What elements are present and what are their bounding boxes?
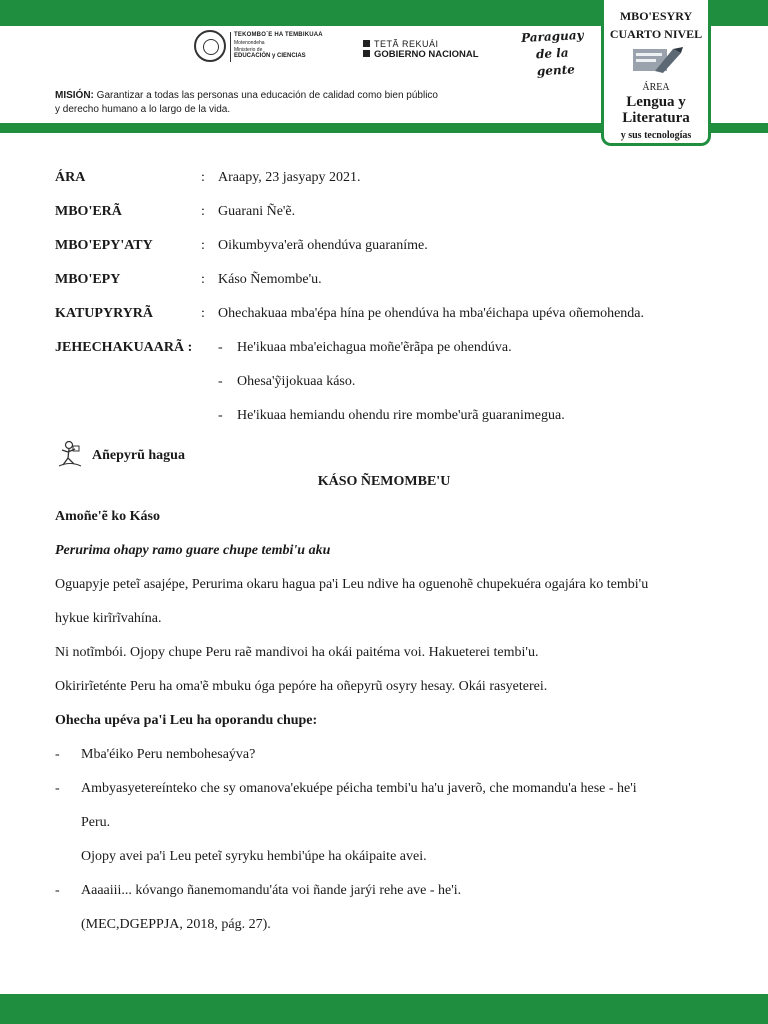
reader-icon	[57, 440, 83, 468]
indicators-label: JEHECHAKUAARÃ :	[55, 340, 193, 355]
dialog-line-2a: Ambyasyetereínteko che sy omanova'ekuépe péicha tembi'u ha'u javerõ, che momandu'a hese - he'i	[81, 781, 637, 796]
badge-subject-line1: Lengua y	[626, 94, 686, 110]
info-row-colon: :	[201, 238, 205, 253]
badge-level-name: CUARTO NIVEL	[609, 27, 703, 41]
indicator-dash: -	[218, 374, 223, 389]
dialog-line-2b: Peru.	[81, 815, 111, 830]
indicator-item: He'ikuaa hemiandu ohendu rire mombe'urã guaranimegua.	[237, 408, 565, 423]
ministry-logo-line3: Ministerio de	[234, 47, 263, 53]
ministry-logo-line1: TEKOMBO´E HA TEMBIKUAA	[234, 32, 323, 38]
dialog-line-2c: Ojopy avei pa'i Leu peteĩ syryku hembi'úpe ha okáipaite avei.	[81, 849, 427, 864]
info-row-value: Guarani Ñe'ẽ.	[218, 204, 296, 219]
story-paragraph-1-line-2: hykue kirĩrĩvahína.	[55, 611, 162, 626]
mission-label: MISIÓN:	[55, 90, 94, 101]
info-row-label: KATUPYRYRÃ	[55, 306, 154, 321]
dialog-dash: -	[55, 781, 60, 796]
citation: (MEC,DGEPPJA, 2018, pág. 27).	[81, 917, 271, 932]
info-row-value: Oikumbyva'erã ohendúva guaraníme.	[218, 238, 428, 253]
ministry-logo-line2: Motenondeha	[234, 40, 265, 46]
government-logo-line1: TETÃ REKUÁI	[374, 39, 439, 49]
dialog-line-1: Mba'éiko Peru nembohesaýva?	[81, 747, 256, 762]
footer-green-bar	[0, 994, 768, 1024]
dialog-dash: -	[55, 747, 60, 762]
info-row-colon: :	[201, 272, 205, 287]
info-row-colon: :	[201, 170, 205, 185]
badge-subject-line2: Literatura	[622, 110, 690, 126]
question-intro: Ohecha upéva pa'i Leu ha oporandu chupe:	[55, 713, 318, 728]
logo-separator	[230, 32, 231, 62]
national-seal-icon	[194, 30, 226, 62]
reading-subtitle: Amoñe'ẽ ko Káso	[55, 509, 160, 524]
government-mark-icon	[363, 40, 370, 47]
section-title: Añepyrũ hagua	[92, 448, 185, 463]
info-row-value: Káso Ñemombe'u.	[218, 272, 322, 287]
indicator-dash: -	[218, 408, 223, 423]
dialog-line-3: Aaaaiii... kóvango ñanemomandu'áta voi ñande jarýi rehe ave - he'i.	[81, 883, 462, 898]
info-row-label: MBO'EPY	[55, 272, 121, 287]
badge-level-label: MBO'ESYRY	[619, 9, 693, 23]
badge-area-label: ÁREA	[642, 82, 670, 93]
subject-badge	[601, 0, 711, 146]
government-logo-line2: GOBIERNO NACIONAL	[374, 49, 479, 60]
ministry-logo-line4: EDUCACIÓN y CIENCIAS	[234, 53, 306, 59]
mission-statement	[55, 89, 515, 117]
badge-subject-line3: y sus tecnologías	[620, 130, 692, 141]
info-row-value: Ohechakuaa mba'épa hína pe ohendúva ha mba'éichapa upéva oñemohenda.	[218, 306, 645, 321]
paraguay-logo	[521, 26, 604, 81]
government-mark-icon-2	[363, 50, 370, 57]
subject-emblem-icon	[633, 45, 683, 75]
indicator-item: Ohesa'ỹijokuaa káso.	[237, 374, 356, 389]
badge-subject	[604, 94, 708, 126]
story-paragraph-2: Ni notĩmbói. Ojopy chupe Peru raẽ mandivoi ha okái paitéma voi. Hakueterei tembi'u.	[55, 645, 539, 660]
paraguay-logo-line1: Paraguay	[520, 27, 584, 46]
mission-text-1: Garantizar a todas las personas una educación de calidad como bien público	[93, 90, 438, 101]
story-title: Perurima ohapy ramo guare chupe tembi'u aku	[55, 543, 331, 558]
reading-title: KÁSO ÑEMOMBE'U	[317, 474, 451, 489]
info-row-colon: :	[201, 306, 205, 321]
info-row-label: ÁRA	[55, 170, 86, 185]
indicator-item: He'ikuaa mba'eichagua moñe'ẽrãpa pe ohendúva.	[237, 340, 512, 355]
ministry-logo	[194, 30, 344, 64]
indicator-dash: -	[218, 340, 223, 355]
dialog-dash: -	[55, 883, 60, 898]
paraguay-logo-line2: de la gente	[535, 45, 576, 79]
story-paragraph-1-line-1: Oguapyje peteĩ asajépe, Perurima okaru hagua pa'i Leu ndive ha oguenohẽ chupekuéra ogajára ko tembi'u	[55, 577, 649, 592]
mission-text-2: y derecho humano a lo largo de la vida.	[55, 104, 231, 115]
info-row-label: MBO'EPY'ATY	[55, 238, 153, 253]
info-row-label: MBO'ERÃ	[55, 204, 122, 219]
story-paragraph-3: Okirirĩeténte Peru ha oma'ẽ mbuku óga pepóre ha oñepyrũ osyry hesay. Okái rasyeterei.	[55, 679, 548, 694]
info-row-value: Araapy, 23 jasyapy 2021.	[218, 170, 361, 185]
info-row-colon: :	[201, 204, 205, 219]
